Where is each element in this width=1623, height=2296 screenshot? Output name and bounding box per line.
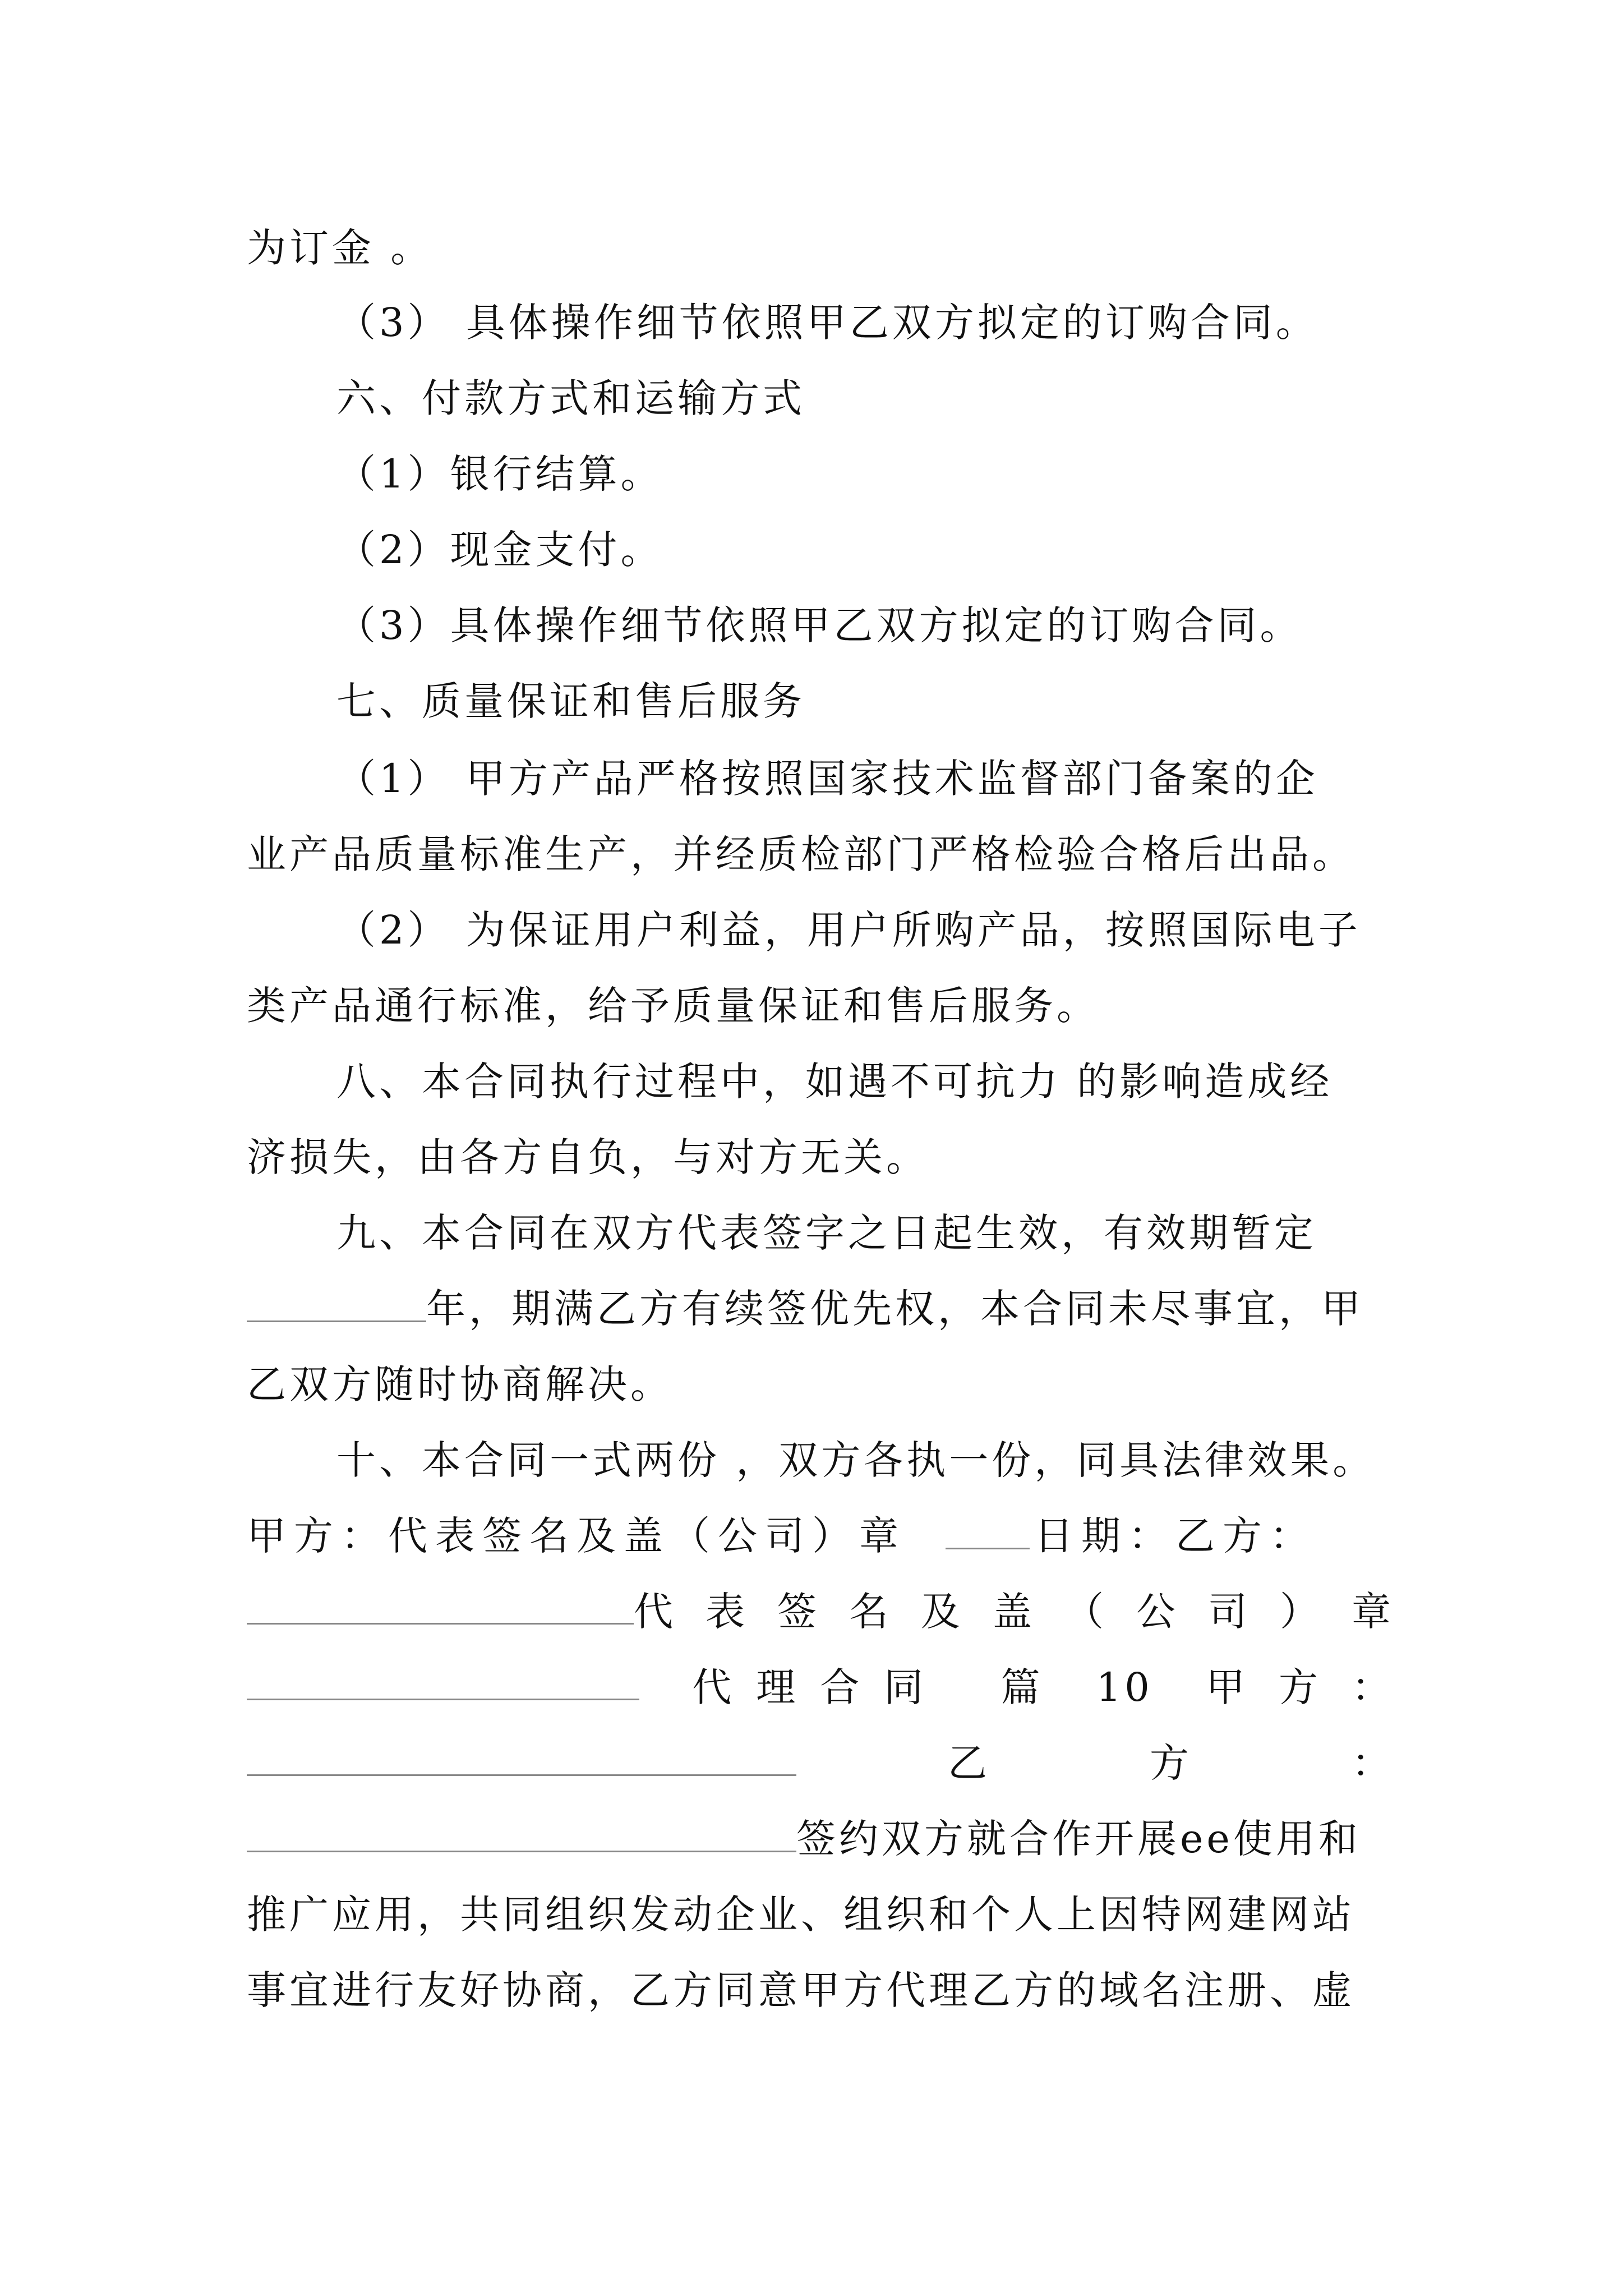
text-line: 为订金 。: [247, 225, 434, 271]
text-line: 九、本合同在双方代表签字之日起生效，有效期暂定: [336, 1210, 1317, 1256]
text-line: （1） 甲方产品严格按照国家技术监督部门备案的企: [336, 756, 1318, 802]
heading-line: [247, 1659, 1424, 1715]
text-line: （2）现金支付。: [336, 527, 663, 573]
text-line: （1）银行结算。: [336, 451, 663, 497]
party-a-signature-label: 甲方：代表签名及盖（公司）章: [247, 1513, 906, 1559]
article-label: 篇: [1000, 1664, 1044, 1710]
blank-party-b-field: [247, 1811, 796, 1852]
text-line: [247, 1281, 1391, 1337]
blank-party-b-name: [247, 1659, 639, 1700]
blank-party-a-name: [247, 1584, 634, 1625]
text-line: 八、本合同执行过程中，如遇不可抗力 的影响造成经: [336, 1059, 1333, 1105]
text-line: 业产品质量标准生产，并经质检部门严格检验合格后出品。: [247, 831, 1355, 877]
text-line: （3）具体操作细节依照甲乙双方拟定的订购合同。: [336, 602, 1303, 648]
signature-line: [247, 1584, 1423, 1640]
party-a-label: 甲方：: [1205, 1664, 1424, 1710]
contract-title: 代理合同: [692, 1664, 948, 1710]
text-segment: 签约双方就合作开展ee使用和: [796, 1816, 1361, 1862]
blank-term-years: [247, 1281, 426, 1322]
text-line: 乙双方随时协商解决。: [247, 1361, 673, 1407]
signature-line: [247, 1508, 1391, 1564]
text-line: 十、本合同一式两份 ，双方各执一份，同具法律效果。: [336, 1437, 1376, 1483]
text-line: 济损失，由各方自负，与对方无关。: [247, 1134, 929, 1180]
date-party-b-label: 日期：乙方：: [1034, 1513, 1317, 1559]
text-line: （2） 为保证用户利益，用户所购产品，按照国际电子: [336, 907, 1361, 953]
blank-date: [946, 1508, 1030, 1549]
text-line: 推广应用，共同组织发动企业、组织和个人上因特网建网站: [247, 1892, 1355, 1938]
text-line: 事宜进行友好协商，乙方同意甲方代理乙方的域名注册、虚: [247, 1967, 1355, 2013]
text-line: 类产品通行标准，给予质量保证和售后服务。: [247, 983, 1099, 1029]
party-b-signature-label: 代表签名及盖（公司）章: [634, 1589, 1423, 1635]
text-segment: 年，期满乙方有续签优先权，本合同未尽事宜，甲: [426, 1286, 1364, 1332]
section-heading: 六、付款方式和运输方式: [336, 375, 805, 421]
article-number: 10: [1096, 1664, 1153, 1710]
text-line: （3） 具体操作细节依照甲乙双方拟定的订购合同。: [336, 300, 1318, 346]
blank-party-a-field: [247, 1735, 796, 1776]
section-heading: 七、质量保证和售后服务: [336, 678, 805, 724]
text-line: [247, 1811, 1391, 1867]
party-line: [247, 1735, 1553, 1791]
party-b-label: 乙方：: [948, 1740, 1553, 1786]
